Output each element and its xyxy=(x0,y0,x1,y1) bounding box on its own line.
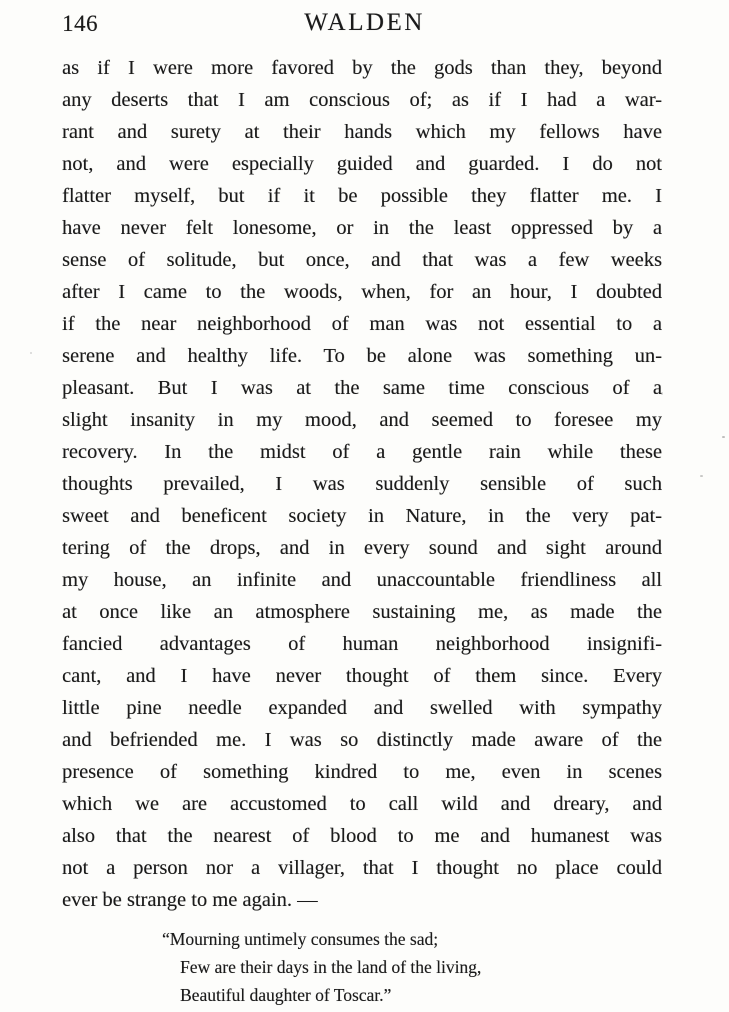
text-line: pleasant. But I was at the same time conscious of a xyxy=(62,377,662,399)
text-line: if the near neighborhood of man was not essential to a xyxy=(62,313,662,335)
text-line: rant and surety at their hands which my fellows have xyxy=(62,121,662,143)
text-line: slight insanity in my mood, and seemed to foresee my xyxy=(62,409,662,431)
text-line: presence of something kindred to me, even in scenes xyxy=(62,761,662,783)
verse-quote xyxy=(162,925,662,1009)
scan-speck xyxy=(30,352,32,354)
text-line: also that the nearest of blood to me and humanest was xyxy=(62,825,662,847)
text-line: and befriended me. I was so distinctly made aware of the xyxy=(62,729,662,751)
scan-speck xyxy=(661,392,663,395)
text-line: serene and healthy life. To be alone was something un- xyxy=(62,345,662,367)
text-line: thoughts prevailed, I was suddenly sensible of such xyxy=(62,473,662,495)
page-number: 146 xyxy=(62,11,98,36)
text-line: cant, and I have never thought of them since. Every xyxy=(62,665,662,687)
text-line: ever be strange to me again. — xyxy=(62,889,318,911)
verse-line: “Mourning untimely consumes the sad; xyxy=(162,929,439,949)
text-line: have never felt lonesome, or in the least oppressed by a xyxy=(62,217,662,239)
verse-line: Beautiful daughter of Toscar.” xyxy=(180,985,392,1005)
text-line: as if I were more favored by the gods than they, beyond xyxy=(62,57,662,79)
text-line: sweet and beneficent society in Nature, in the very pat- xyxy=(62,505,662,527)
scan-speck xyxy=(722,436,725,438)
scan-speck xyxy=(700,475,703,477)
body-text xyxy=(62,52,662,1009)
text-line: which we are accustomed to call wild and dreary, and xyxy=(62,793,662,815)
text-line: sense of solitude, but once, and that was a few weeks xyxy=(62,249,662,271)
text-line: not, and were especially guided and guarded. I do not xyxy=(62,153,662,175)
body-lines xyxy=(62,52,662,916)
text-line: fancied advantages of human neighborhood insignifi- xyxy=(62,633,662,655)
text-line: at once like an atmosphere sustaining me, as made the xyxy=(62,601,662,623)
text-line: any deserts that I am conscious of; as if I had a war- xyxy=(62,89,662,111)
text-line: tering of the drops, and in every sound and sight around xyxy=(62,537,662,559)
text-line: flatter myself, but if it be possible they flatter me. I xyxy=(62,185,662,207)
text-line: after I came to the woods, when, for an hour, I doubted xyxy=(62,281,662,303)
verse-line: Few are their days in the land of the living, xyxy=(180,957,482,977)
text-line: my house, an infinite and unaccountable friendliness all xyxy=(62,569,662,591)
page-header xyxy=(0,9,729,41)
text-line: recovery. In the midst of a gentle rain while these xyxy=(62,441,662,463)
text-line: not a person nor a villager, that I thought no place could xyxy=(62,857,662,879)
running-title: WALDEN xyxy=(304,9,425,36)
text-line: little pine needle expanded and swelled with sympathy xyxy=(62,697,662,719)
